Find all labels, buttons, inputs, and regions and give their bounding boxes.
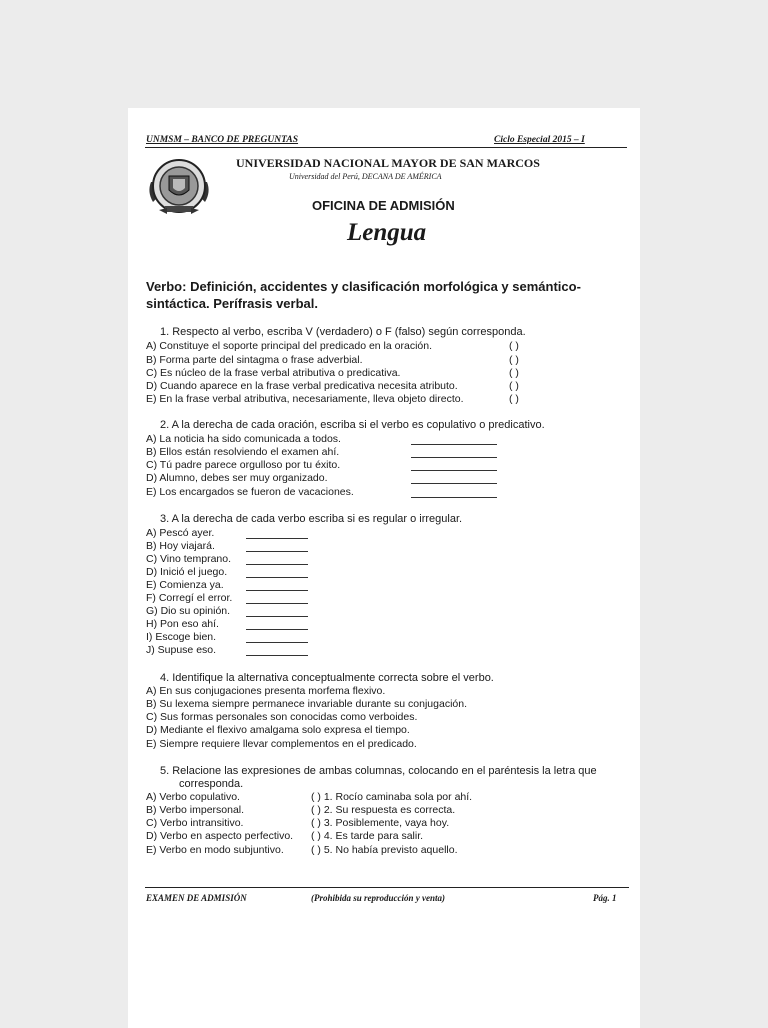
q2-option-d: D) Alumno, debes ser muy organizado.	[146, 472, 328, 484]
q3-blank-j[interactable]	[246, 655, 308, 656]
q4-option-b: B) Su lexema siempre permanece invariable durante su conjugación.	[146, 698, 468, 710]
q5-left-b: B) Verbo impersonal.	[146, 804, 245, 816]
q3-blank-g[interactable]	[246, 616, 308, 617]
q3-option-e: E) Comienza ya.	[146, 579, 224, 591]
q1-answer-e[interactable]: ( )	[509, 393, 519, 405]
university-subtitle: Universidad del Perú, DECANA DE AMÉRICA	[289, 172, 442, 181]
q5-left-d: D) Verbo en aspecto perfectivo.	[146, 830, 294, 842]
q3-option-h: H) Pon eso ahí.	[146, 618, 219, 630]
office-title: OFICINA DE ADMISIÓN	[312, 198, 455, 213]
q3-blank-d[interactable]	[246, 577, 308, 578]
q5-right-1[interactable]: ( ) 1. Rocío caminaba sola por ahí.	[311, 791, 473, 803]
q2-option-e: E) Los encargados se fueron de vacaciones.	[146, 486, 354, 498]
q5-right-5[interactable]: ( ) 5. No había previsto aquello.	[311, 844, 458, 856]
page-number: Pág. 1	[593, 893, 617, 903]
header-left: UNMSM – BANCO DE PREGUNTAS	[146, 135, 299, 145]
q3-option-i: I) Escoge bien.	[146, 631, 217, 643]
footer-center: (Prohibida su reproducción y venta)	[311, 893, 445, 903]
university-seal-icon	[145, 152, 213, 220]
q3-option-g: G) Dio su opinión.	[146, 605, 231, 617]
q5-left-c: C) Verbo intransitivo.	[146, 817, 244, 829]
q2-option-b: B) Ellos están resolviendo el examen ahí.	[146, 446, 340, 458]
q5-left-e: E) Verbo en modo subjuntivo.	[146, 844, 284, 856]
q3-blank-c[interactable]	[246, 564, 308, 565]
q3-blank-a[interactable]	[246, 538, 308, 539]
footer-left: EXAMEN DE ADMISIÓN	[146, 893, 247, 903]
q1-option-c: C) Es núcleo de la frase verbal atributiva o predicativa.	[146, 367, 401, 379]
q1-option-a: A) Constituye el soporte principal del predicado en la oración.	[146, 340, 432, 352]
question-5-prompt-cont: corresponda.	[179, 778, 244, 790]
q2-blank-d[interactable]	[411, 483, 497, 484]
q3-blank-b[interactable]	[246, 551, 308, 552]
question-2-prompt: 2. A la derecha de cada oración, escriba si el verbo es copulativo o predicativo.	[160, 419, 545, 431]
question-3-prompt: 3. A la derecha de cada verbo escriba si es regular o irregular.	[160, 513, 463, 525]
q3-blank-f[interactable]	[246, 603, 308, 604]
q1-answer-b[interactable]: ( )	[509, 354, 519, 366]
q5-right-3[interactable]: ( ) 3. Posiblemente, vaya hoy.	[311, 817, 450, 829]
q3-option-b: B) Hoy viajará.	[146, 540, 215, 552]
q3-option-a: A) Pescó ayer.	[146, 527, 215, 539]
q4-option-e: E) Siempre requiere llevar complementos en el predicado.	[146, 738, 417, 750]
question-4-prompt: 4. Identifique la alternativa conceptualmente correcta sobre el verbo.	[160, 672, 494, 684]
q3-option-d: D) Inició el juego.	[146, 566, 228, 578]
q3-option-c: C) Vino temprano.	[146, 553, 232, 565]
q1-answer-c[interactable]: ( )	[509, 367, 519, 379]
q5-right-4[interactable]: ( ) 4. Es tarde para salir.	[311, 830, 424, 842]
footer-rule	[145, 887, 629, 888]
q2-option-c: C) Tú padre parece orgulloso por tu éxito.	[146, 459, 341, 471]
question-1-prompt: 1. Respecto al verbo, escriba V (verdadero) o F (falso) según corresponda.	[160, 326, 526, 338]
q3-blank-i[interactable]	[246, 642, 308, 643]
header-right: Ciclo Especial 2015 – I	[494, 135, 585, 145]
q3-blank-h[interactable]	[246, 629, 308, 630]
q2-blank-a[interactable]	[411, 444, 497, 445]
q4-option-a: A) En sus conjugaciones presenta morfema flexivo.	[146, 685, 386, 697]
q3-option-f: F) Corregí el error.	[146, 592, 233, 604]
q1-option-b: B) Forma parte del sintagma o frase adverbial.	[146, 354, 363, 366]
q3-blank-e[interactable]	[246, 590, 308, 591]
q1-answer-d[interactable]: ( )	[509, 380, 519, 392]
q4-option-d: D) Mediante el flexivo amalgama solo expresa el tiempo.	[146, 724, 410, 736]
q2-option-a: A) La noticia ha sido comunicada a todos.	[146, 433, 341, 445]
q2-blank-c[interactable]	[411, 470, 497, 471]
q1-option-e: E) En la frase verbal atributiva, necesariamente, lleva objeto directo.	[146, 393, 464, 405]
university-name: UNIVERSIDAD NACIONAL MAYOR DE SAN MARCOS	[236, 156, 540, 170]
q3-option-j: J) Supuse eso.	[146, 644, 217, 656]
q1-answer-a[interactable]: ( )	[509, 340, 519, 352]
header-rule	[145, 147, 627, 148]
q5-left-a: A) Verbo copulativo.	[146, 791, 240, 803]
q2-blank-b[interactable]	[411, 457, 497, 458]
topic-heading: Verbo: Definición, accidentes y clasificación morfológica y semántico-sintáctica. Perífrasis verbal.	[146, 279, 581, 311]
question-5-prompt: 5. Relacione las expresiones de ambas columnas, colocando en el paréntesis la letra que	[160, 765, 597, 777]
subject-title: Lengua	[347, 219, 427, 246]
q1-option-d: D) Cuando aparece en la frase verbal predicativa necesita atributo.	[146, 380, 458, 392]
q4-option-c: C) Sus formas personales son conocidas como verboides.	[146, 711, 418, 723]
q2-blank-e[interactable]	[411, 497, 497, 498]
q5-right-2[interactable]: ( ) 2. Su respuesta es correcta.	[311, 804, 456, 816]
